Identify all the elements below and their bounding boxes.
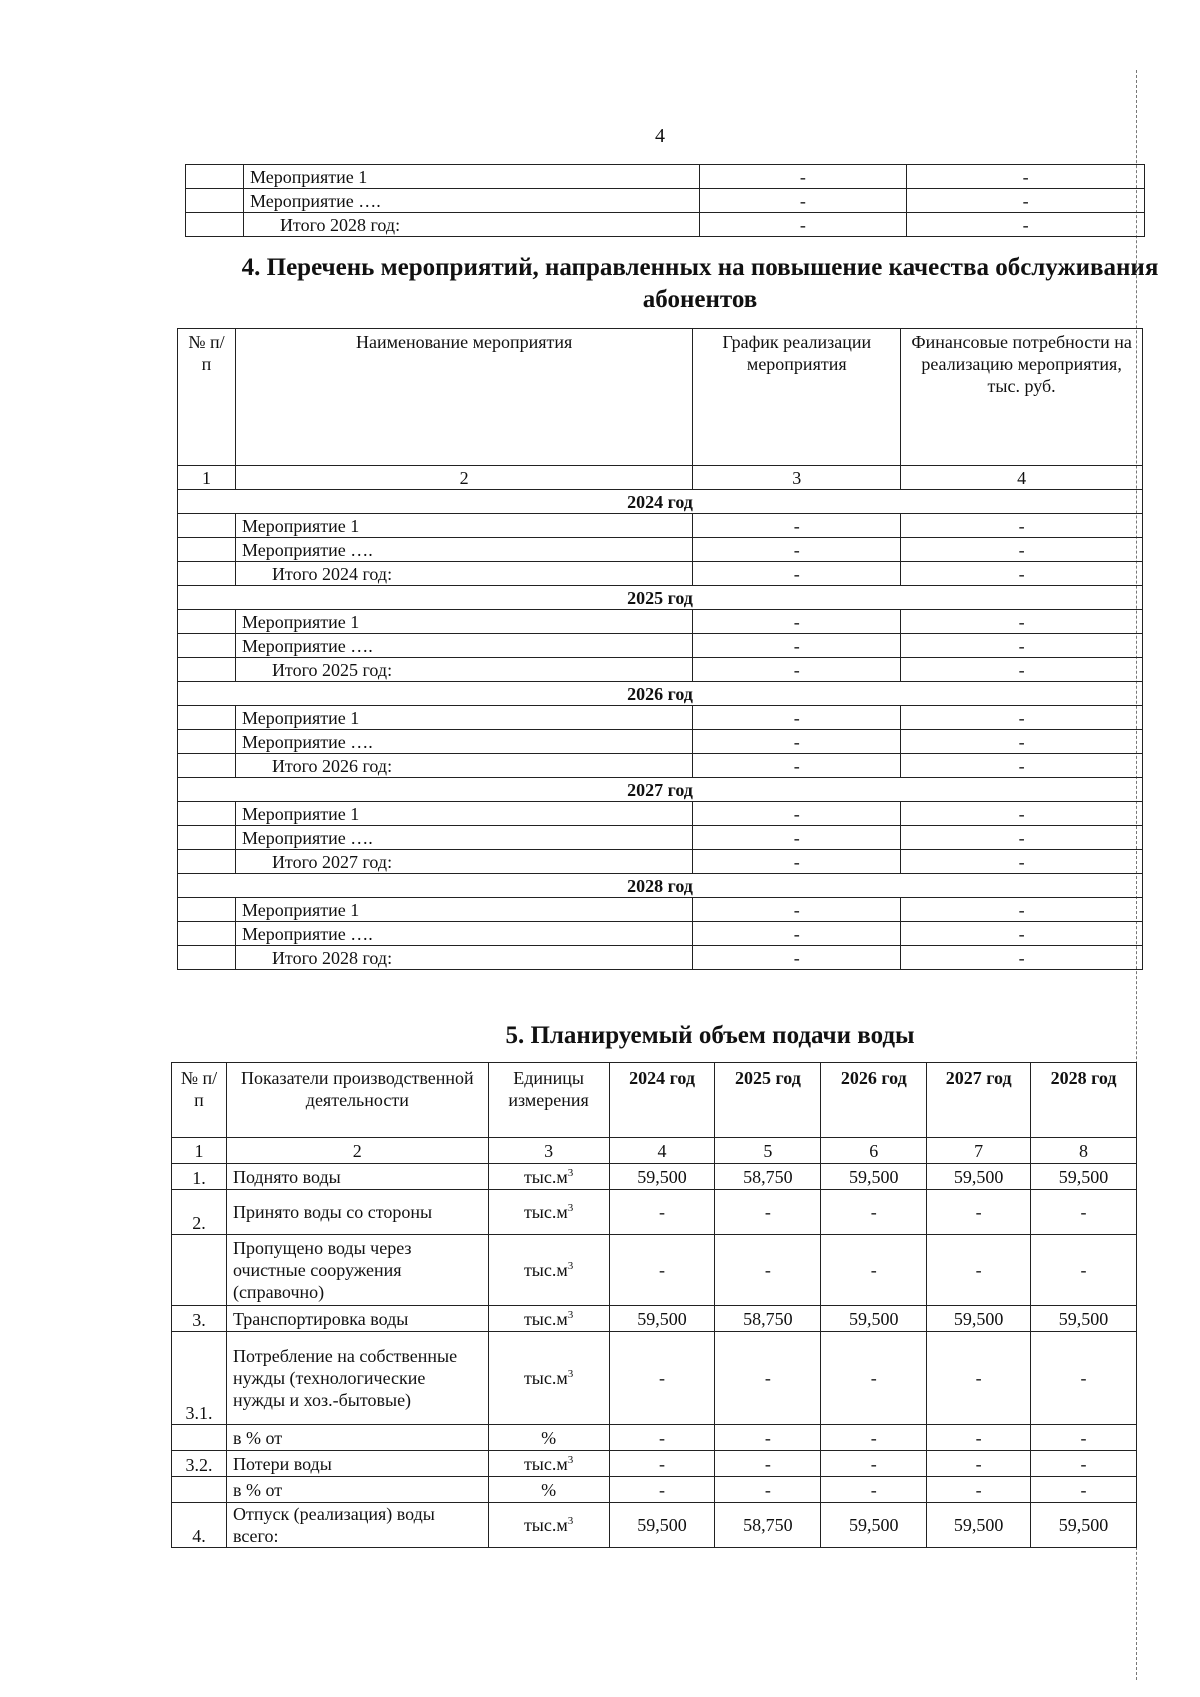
unit-cell	[488, 1306, 609, 1332]
value-cell: -	[821, 1332, 927, 1425]
year-label: 2026 год	[178, 682, 1143, 706]
section5-table	[171, 1062, 1137, 1548]
unit-superscript: 3	[567, 1202, 574, 1214]
finance-cell: -	[901, 658, 1143, 682]
total-name: Итого 2025 год:	[235, 658, 692, 682]
total-name: Итого 2028 год:	[235, 946, 692, 970]
schedule-cell: -	[693, 922, 901, 946]
value-cell: 59,500	[609, 1164, 715, 1190]
table-row	[172, 1190, 1137, 1235]
unit-text: тыс.м	[523, 1308, 568, 1329]
schedule-cell: -	[693, 562, 901, 586]
table-row	[178, 610, 1143, 634]
value-cell: -	[927, 1235, 1031, 1306]
section4-title: 4. Перечень мероприятий, направленных на повышение качества обслуживания абонентов	[241, 254, 1159, 313]
indicator-name: Принято воды со стороны	[226, 1190, 488, 1235]
col-number: 3	[693, 466, 901, 490]
num-cell	[178, 538, 236, 562]
event-name: Мероприятие ….	[235, 826, 692, 850]
table-row	[178, 946, 1143, 970]
unit-text: тыс.м	[523, 1368, 568, 1388]
value-cell: -	[821, 1451, 927, 1477]
finance-cell: -	[901, 514, 1143, 538]
table-row	[186, 165, 1145, 189]
table-row	[178, 514, 1143, 538]
section4-table	[177, 328, 1143, 970]
event-name: Мероприятие ….	[235, 922, 692, 946]
finance-cell: -	[907, 213, 1145, 237]
top-continuation-table	[185, 164, 1145, 237]
value-cell: 59,500	[927, 1306, 1031, 1332]
value-cell: -	[715, 1190, 821, 1235]
year-label: 2028 год	[178, 874, 1143, 898]
table-row	[172, 1425, 1137, 1451]
num-cell	[178, 658, 236, 682]
year-header-row	[178, 874, 1143, 898]
schedule-cell: -	[693, 754, 901, 778]
year-header-row	[178, 682, 1143, 706]
value-cell: 59,500	[609, 1503, 715, 1548]
table-row	[178, 802, 1143, 826]
value-cell: -	[1031, 1235, 1137, 1306]
header-year: 2024 год	[609, 1063, 715, 1138]
value-cell: 59,500	[1031, 1503, 1137, 1548]
header-unit: Единицы измерения	[488, 1063, 609, 1138]
event-name: Мероприятие ….	[235, 634, 692, 658]
finance-cell: -	[901, 706, 1143, 730]
table-row	[178, 634, 1143, 658]
header-num: № п/п	[178, 329, 236, 466]
row-number: 3.1.	[172, 1332, 227, 1425]
schedule-cell: -	[693, 898, 901, 922]
table-row	[178, 850, 1143, 874]
value-cell: 59,500	[821, 1306, 927, 1332]
col-number: 2	[226, 1138, 488, 1164]
value-cell: 59,500	[1031, 1306, 1137, 1332]
table-header-row	[178, 329, 1143, 466]
row-number: 3.	[172, 1306, 227, 1332]
event-name: Мероприятие 1	[235, 514, 692, 538]
table-row	[172, 1235, 1137, 1306]
finance-cell: -	[901, 538, 1143, 562]
unit-text: тыс.м	[523, 1260, 568, 1280]
indicator-name: Потребление на собственные нужды (технологические нужды и хоз.-бытовые)	[226, 1332, 488, 1425]
event-name: Мероприятие 1	[235, 898, 692, 922]
table-row	[178, 754, 1143, 778]
col-number: 7	[927, 1138, 1031, 1164]
unit-cell	[488, 1451, 609, 1477]
header-schedule: График реализации мероприятия	[693, 329, 901, 466]
num-cell	[178, 850, 236, 874]
schedule-cell: -	[693, 826, 901, 850]
value-cell: -	[609, 1451, 715, 1477]
table-row	[172, 1477, 1137, 1503]
col-number: 1	[178, 466, 236, 490]
header-year: 2027 год	[927, 1063, 1031, 1138]
value-cell: -	[1031, 1332, 1137, 1425]
table-row	[172, 1451, 1137, 1477]
col-number: 3	[488, 1138, 609, 1164]
header-num: № п/п	[172, 1063, 227, 1138]
schedule-cell: -	[693, 730, 901, 754]
unit-superscript: 3	[567, 1368, 574, 1380]
value-cell: -	[715, 1477, 821, 1503]
table-row	[172, 1164, 1137, 1190]
value-cell: -	[609, 1477, 715, 1503]
table-row	[172, 1306, 1137, 1332]
table-row	[178, 922, 1143, 946]
row-number	[172, 1235, 227, 1306]
event-name: Мероприятие 1	[235, 802, 692, 826]
col-number: 2	[235, 466, 692, 490]
unit-cell	[488, 1164, 609, 1190]
value-cell: -	[927, 1332, 1031, 1425]
finance-cell: -	[901, 730, 1143, 754]
header-finance: Финансовые потребности на реализацию мероприятия, тыс. руб.	[901, 329, 1143, 466]
value-cell: -	[715, 1235, 821, 1306]
schedule-cell: -	[693, 634, 901, 658]
unit-text: тыс.м	[523, 1453, 568, 1474]
year-label: 2027 год	[178, 778, 1143, 802]
col-number: 5	[715, 1138, 821, 1164]
table-row	[178, 562, 1143, 586]
num-cell	[178, 922, 236, 946]
table-row	[178, 826, 1143, 850]
schedule-cell: -	[693, 706, 901, 730]
value-cell: -	[1031, 1477, 1137, 1503]
unit-superscript: 3	[567, 1166, 574, 1179]
header-name: Наименование мероприятия	[235, 329, 692, 466]
unit-text: тыс.м	[523, 1166, 568, 1187]
event-name: Мероприятие 1	[235, 610, 692, 634]
finance-cell: -	[901, 946, 1143, 970]
value-cell: -	[821, 1235, 927, 1306]
unit-text: %	[541, 1427, 557, 1448]
row-number: 2.	[172, 1190, 227, 1235]
finance-cell: -	[901, 610, 1143, 634]
finance-cell: -	[901, 922, 1143, 946]
unit-cell	[488, 1332, 609, 1425]
finance-cell: -	[901, 898, 1143, 922]
table-header-row	[172, 1063, 1137, 1138]
value-cell: -	[715, 1425, 821, 1451]
num-cell	[178, 562, 236, 586]
total-name: Итого 2027 год:	[235, 850, 692, 874]
table-row	[186, 189, 1145, 213]
col-number: 6	[821, 1138, 927, 1164]
value-cell: -	[927, 1451, 1031, 1477]
row-number	[172, 1425, 227, 1451]
value-cell: -	[927, 1425, 1031, 1451]
table-row	[178, 658, 1143, 682]
unit-superscript: 3	[567, 1515, 574, 1527]
num-cell	[178, 514, 236, 538]
col-number: 4	[901, 466, 1143, 490]
table-row	[178, 898, 1143, 922]
num-cell	[178, 802, 236, 826]
unit-text: тыс.м	[523, 1515, 568, 1535]
schedule-cell: -	[693, 802, 901, 826]
header-year: 2026 год	[821, 1063, 927, 1138]
value-cell: -	[609, 1425, 715, 1451]
table-row	[186, 213, 1145, 237]
unit-text: %	[541, 1479, 557, 1500]
finance-cell: -	[907, 165, 1145, 189]
finance-cell: -	[901, 754, 1143, 778]
indicator-name: Отпуск (реализация) воды всего:	[226, 1503, 488, 1548]
value-cell: -	[609, 1332, 715, 1425]
value-cell: 58,750	[715, 1164, 821, 1190]
table-row	[172, 1332, 1137, 1425]
value-cell: -	[821, 1190, 927, 1235]
header-year: 2028 год	[1031, 1063, 1137, 1138]
indicator-name: в % от	[226, 1477, 488, 1503]
value-cell: -	[1031, 1190, 1137, 1235]
year-header-row	[178, 778, 1143, 802]
value-cell: -	[927, 1190, 1031, 1235]
year-label: 2024 год	[178, 490, 1143, 514]
value-cell: 59,500	[609, 1306, 715, 1332]
unit-superscript: 3	[567, 1308, 574, 1321]
value-cell: -	[1031, 1451, 1137, 1477]
event-name: Мероприятие 1	[243, 165, 699, 189]
unit-cell	[488, 1503, 609, 1548]
value-cell: -	[927, 1477, 1031, 1503]
schedule-cell: -	[693, 538, 901, 562]
event-name: Мероприятие ….	[235, 730, 692, 754]
unit-superscript: 3	[567, 1260, 574, 1272]
num-cell	[178, 898, 236, 922]
value-cell: 59,500	[927, 1503, 1031, 1548]
finance-cell: -	[901, 562, 1143, 586]
num-cell	[178, 826, 236, 850]
value-cell: -	[1031, 1425, 1137, 1451]
unit-cell	[488, 1235, 609, 1306]
unit-text: тыс.м	[523, 1202, 568, 1222]
row-number	[172, 1477, 227, 1503]
header-year: 2025 год	[715, 1063, 821, 1138]
finance-cell: -	[907, 189, 1145, 213]
value-cell: 59,500	[821, 1503, 927, 1548]
finance-cell: -	[901, 634, 1143, 658]
page-number: 4	[655, 125, 665, 147]
num-cell	[178, 706, 236, 730]
schedule-cell: -	[699, 189, 907, 213]
indicator-name: Потери воды	[226, 1451, 488, 1477]
schedule-cell: -	[693, 610, 901, 634]
finance-cell: -	[901, 802, 1143, 826]
row-number: 4.	[172, 1503, 227, 1548]
schedule-cell: -	[693, 946, 901, 970]
finance-cell: -	[901, 826, 1143, 850]
unit-cell	[488, 1477, 609, 1503]
total-name: Итого 2024 год:	[235, 562, 692, 586]
num-cell	[178, 946, 236, 970]
column-number-row	[178, 466, 1143, 490]
row-number: 3.2.	[172, 1451, 227, 1477]
unit-superscript: 3	[567, 1453, 574, 1466]
value-cell: 59,500	[927, 1164, 1031, 1190]
indicator-name: Пропущено воды через очистные сооружения (справочно)	[226, 1235, 488, 1306]
indicator-name: Поднято воды	[226, 1164, 488, 1190]
value-cell: 58,750	[715, 1503, 821, 1548]
year-label: 2025 год	[178, 586, 1143, 610]
schedule-cell: -	[693, 850, 901, 874]
num-cell	[178, 634, 236, 658]
unit-cell	[488, 1425, 609, 1451]
table-row	[178, 730, 1143, 754]
value-cell: -	[609, 1190, 715, 1235]
event-name: Мероприятие ….	[243, 189, 699, 213]
unit-cell	[488, 1190, 609, 1235]
year-header-row	[178, 586, 1143, 610]
num-cell	[178, 610, 236, 634]
row-number: 1.	[172, 1164, 227, 1190]
total-name: Итого 2028 год:	[243, 213, 699, 237]
num-cell	[178, 730, 236, 754]
column-number-row	[172, 1138, 1137, 1164]
header-indicator: Показатели производственной деятельности	[226, 1063, 488, 1138]
table-row	[172, 1503, 1137, 1548]
indicator-name: Транспортировка воды	[226, 1306, 488, 1332]
value-cell: -	[609, 1235, 715, 1306]
event-name: Мероприятие ….	[235, 538, 692, 562]
schedule-cell: -	[693, 658, 901, 682]
value-cell: -	[821, 1477, 927, 1503]
value-cell: 59,500	[821, 1164, 927, 1190]
col-number: 1	[172, 1138, 227, 1164]
total-name: Итого 2026 год:	[235, 754, 692, 778]
table-row	[178, 706, 1143, 730]
value-cell: -	[715, 1451, 821, 1477]
indicator-name: в % от	[226, 1425, 488, 1451]
value-cell: -	[821, 1425, 927, 1451]
section5-title: 5. Планируемый объем подачи воды	[505, 1022, 915, 1049]
schedule-cell: -	[699, 213, 907, 237]
value-cell: 58,750	[715, 1306, 821, 1332]
num-cell	[178, 754, 236, 778]
col-number: 8	[1031, 1138, 1137, 1164]
col-number: 4	[609, 1138, 715, 1164]
year-header-row	[178, 490, 1143, 514]
table-row	[178, 538, 1143, 562]
schedule-cell: -	[699, 165, 907, 189]
value-cell: -	[715, 1332, 821, 1425]
finance-cell: -	[901, 850, 1143, 874]
event-name: Мероприятие 1	[235, 706, 692, 730]
schedule-cell: -	[693, 514, 901, 538]
value-cell: 59,500	[1031, 1164, 1137, 1190]
